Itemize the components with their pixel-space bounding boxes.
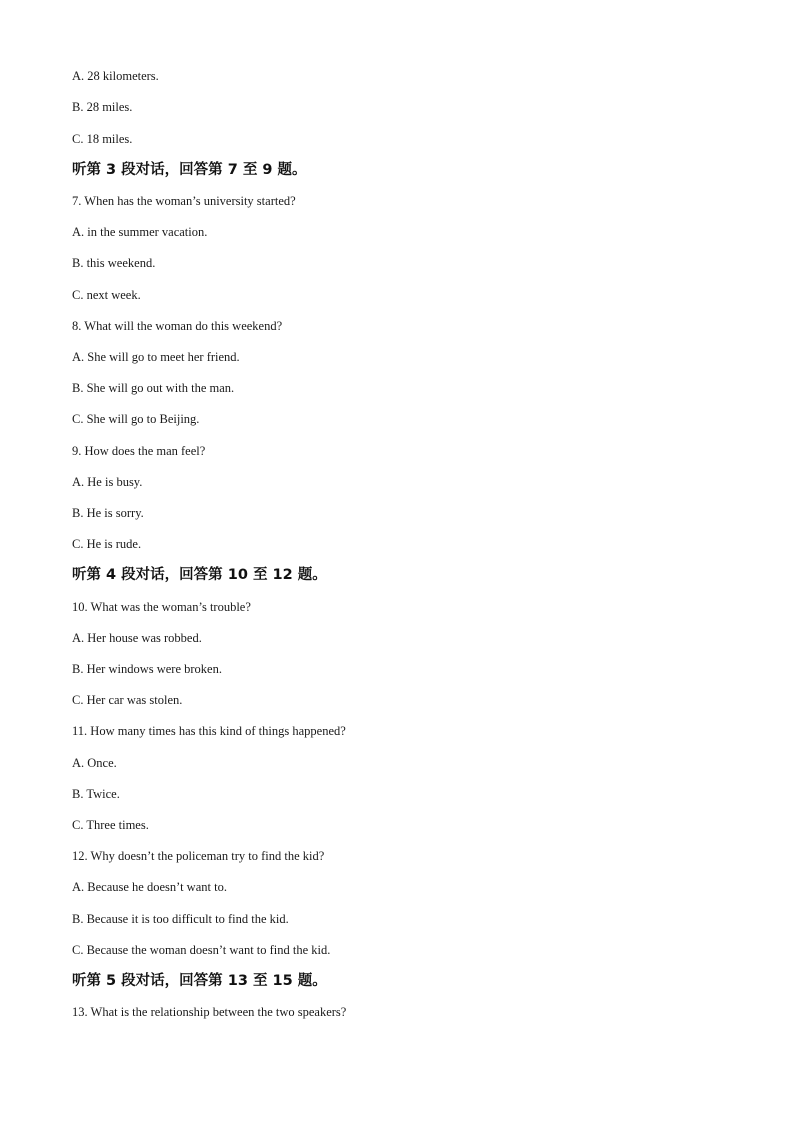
option-line: B. 28 miles. xyxy=(72,100,133,114)
option-line: A. 28 kilometers. xyxy=(72,69,159,83)
question-line: 11. How many times has this kind of things happened? xyxy=(72,724,346,738)
question-line: 12. Why doesn’t the policeman try to find the kid? xyxy=(72,849,325,863)
option-line: A. He is busy. xyxy=(72,475,143,489)
option-line: C. She will go to Beijing. xyxy=(72,412,200,426)
question-line: 9. How does the man feel? xyxy=(72,444,206,458)
question-line: 7. When has the woman’s university started? xyxy=(72,194,296,208)
option-line: B. this weekend. xyxy=(72,256,156,270)
option-line: C. Because the woman doesn’t want to find the kid. xyxy=(72,943,331,957)
option-line: B. Because it is too difficult to find the kid. xyxy=(72,912,289,926)
question-line: 10. What was the woman’s trouble? xyxy=(72,600,251,614)
option-line: A. in the summer vacation. xyxy=(72,225,208,239)
question-line: 8. What will the woman do this weekend? xyxy=(72,319,283,333)
option-line: B. Her windows were broken. xyxy=(72,662,222,676)
option-line: C. Her car was stolen. xyxy=(72,693,183,707)
option-line: C. 18 miles. xyxy=(72,132,133,146)
option-line: A. Her house was robbed. xyxy=(72,631,202,645)
option-line: A. Because he doesn’t want to. xyxy=(72,880,227,894)
option-line: B. She will go out with the man. xyxy=(72,381,235,395)
section-heading: 听第 5 段对话，回答第 13 至 15 题。 xyxy=(72,973,327,989)
option-line: C. Three times. xyxy=(72,818,149,832)
section-heading: 听第 4 段对话，回答第 10 至 12 题。 xyxy=(72,567,327,583)
section-heading: 听第 3 段对话，回答第 7 至 9 题。 xyxy=(72,162,307,178)
question-line: 13. What is the relationship between the two speakers? xyxy=(72,1005,347,1019)
option-line: C. next week. xyxy=(72,288,141,302)
option-line: B. Twice. xyxy=(72,787,120,801)
option-line: A. She will go to meet her friend. xyxy=(72,350,240,364)
option-line: A. Once. xyxy=(72,756,117,770)
option-line: B. He is sorry. xyxy=(72,506,144,520)
option-line: C. He is rude. xyxy=(72,537,142,551)
